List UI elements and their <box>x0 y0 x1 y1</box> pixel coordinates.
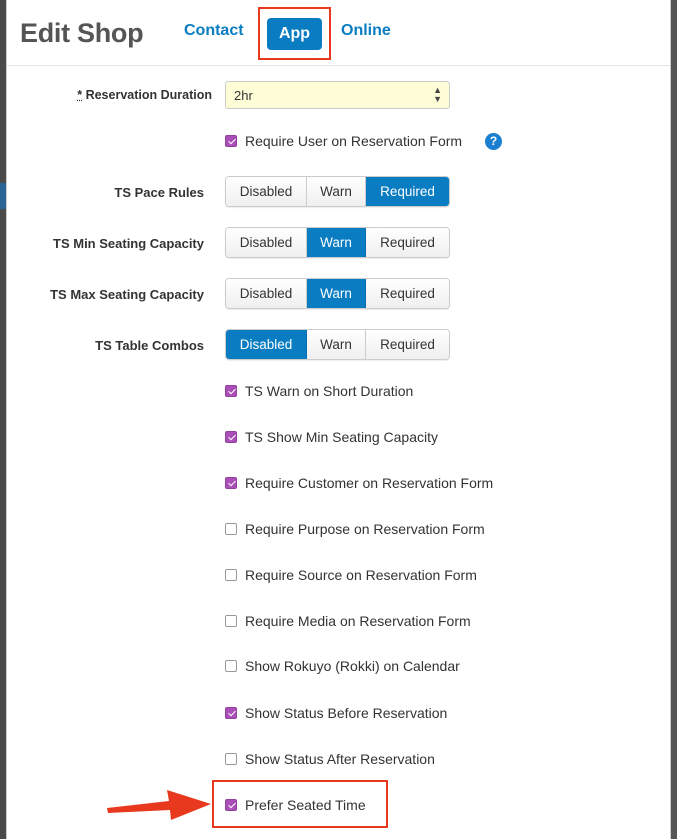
edit-shop-panel <box>6 0 671 839</box>
option-label: TS Show Min Seating Capacity <box>245 429 438 445</box>
ts-pace-rules-label: TS Pace Rules <box>114 185 204 200</box>
option-label: Show Status Before Reservation <box>245 705 448 721</box>
option-checkbox[interactable] <box>225 615 237 627</box>
ts-pace-rules-disabled-button[interactable]: Disabled <box>226 177 307 206</box>
ts-max-seating-required-button[interactable]: Required <box>366 279 449 308</box>
required-marker: * <box>77 88 83 102</box>
option-require-media[interactable] <box>225 613 471 629</box>
ts-pace-rules-toggle <box>225 176 450 207</box>
tab-contact[interactable]: Contact <box>184 22 244 39</box>
option-checkbox[interactable] <box>225 660 237 672</box>
ts-max-seating-warn-button[interactable]: Warn <box>307 279 366 308</box>
ts-max-seating-disabled-button[interactable]: Disabled <box>226 279 307 308</box>
option-show-status-before[interactable] <box>225 705 447 721</box>
option-label: TS Warn on Short Duration <box>245 383 414 399</box>
option-ts-warn-short-duration[interactable] <box>225 383 413 399</box>
option-checkbox[interactable] <box>225 753 237 765</box>
ts-table-combos-required-button[interactable]: Required <box>366 330 449 359</box>
ts-pace-rules-required-button[interactable]: Required <box>366 177 449 206</box>
ts-min-seating-disabled-button[interactable]: Disabled <box>226 228 307 257</box>
option-checkbox[interactable] <box>225 523 237 535</box>
tab-online[interactable]: Online <box>341 22 391 39</box>
ts-min-seating-toggle <box>225 227 450 258</box>
ts-max-seating-label: TS Max Seating Capacity <box>50 287 204 302</box>
option-show-status-after[interactable] <box>225 751 435 767</box>
option-require-source[interactable] <box>225 567 477 583</box>
ts-table-combos-toggle <box>225 329 450 360</box>
option-label: Show Rokuyo (Rokki) on Calendar <box>245 658 460 674</box>
require-user-label: Require User on Reservation Form <box>245 133 463 149</box>
option-label: Require Source on Reservation Form <box>245 567 477 583</box>
require-user-option[interactable] <box>225 133 462 149</box>
require-user-checkbox[interactable] <box>225 135 237 147</box>
option-show-rokuyo[interactable] <box>225 658 460 674</box>
reservation-duration-value: 2hr <box>234 88 253 103</box>
option-checkbox[interactable] <box>225 385 237 397</box>
select-arrows-icon: ▲ ▼ <box>433 85 442 104</box>
ts-pace-rules-warn-button[interactable]: Warn <box>307 177 366 206</box>
tab-app[interactable]: App <box>267 18 322 50</box>
option-label: Require Purpose on Reservation Form <box>245 521 485 537</box>
option-checkbox[interactable] <box>225 707 237 719</box>
option-checkbox[interactable] <box>225 799 237 811</box>
help-icon[interactable]: ? <box>485 133 502 150</box>
ts-table-combos-warn-button[interactable]: Warn <box>307 330 366 359</box>
option-prefer-seated-time[interactable] <box>225 797 366 813</box>
ts-max-seating-toggle <box>225 278 450 309</box>
option-checkbox[interactable] <box>225 477 237 489</box>
option-checkbox[interactable] <box>225 431 237 443</box>
page-title: Edit Shop <box>20 18 144 48</box>
option-label: Require Customer on Reservation Form <box>245 475 494 491</box>
reservation-duration-select[interactable] <box>225 81 450 109</box>
option-checkbox[interactable] <box>225 569 237 581</box>
option-label: Require Media on Reservation Form <box>245 613 471 629</box>
reservation-duration-label-text: Reservation Duration <box>85 88 212 102</box>
annotation-arrow-icon <box>107 786 213 822</box>
option-require-purpose[interactable] <box>225 521 485 537</box>
panel-header <box>7 0 670 66</box>
reservation-duration-label <box>7 88 212 102</box>
ts-table-combos-disabled-button[interactable]: Disabled <box>226 330 307 359</box>
option-label: Show Status After Reservation <box>245 751 435 767</box>
option-label: Prefer Seated Time <box>245 797 366 813</box>
ts-table-combos-label: TS Table Combos <box>95 338 204 353</box>
ts-min-seating-warn-button[interactable]: Warn <box>307 228 366 257</box>
option-ts-show-min-seating[interactable] <box>225 429 438 445</box>
tab-app-highlight <box>258 7 331 60</box>
ts-min-seating-required-button[interactable]: Required <box>366 228 449 257</box>
ts-min-seating-label: TS Min Seating Capacity <box>53 236 204 251</box>
option-require-customer[interactable] <box>225 475 493 491</box>
